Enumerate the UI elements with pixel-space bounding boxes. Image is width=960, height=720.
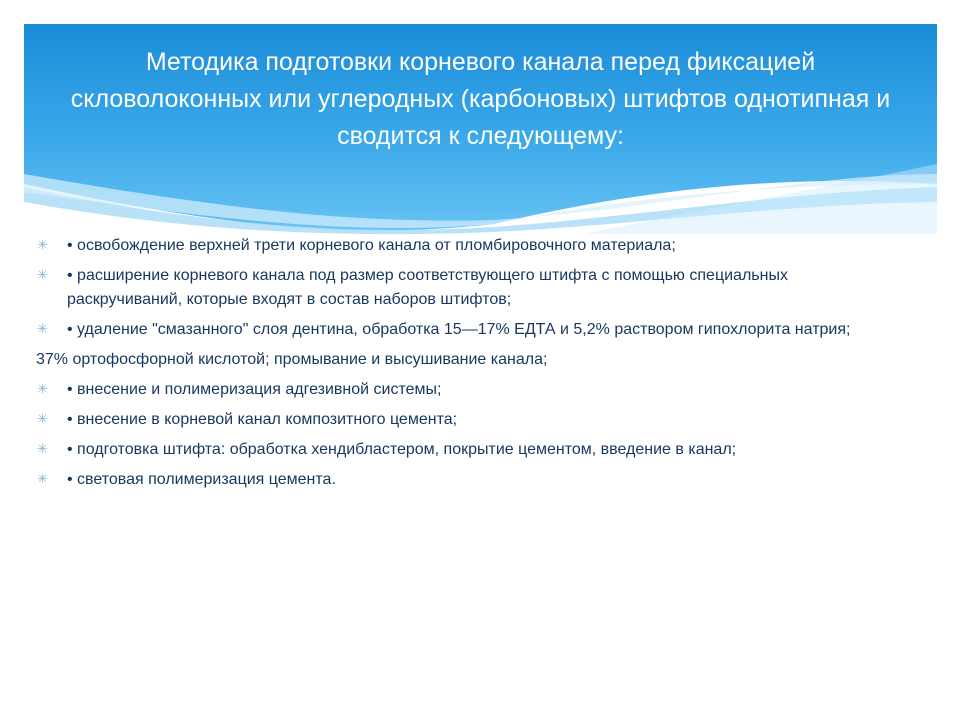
list-item <box>36 348 896 372</box>
list-item <box>36 234 896 258</box>
list-item-text: • световая полимеризация цемента. <box>67 471 336 488</box>
bullet-list <box>36 234 896 498</box>
title-banner <box>24 24 937 235</box>
list-item <box>36 318 896 342</box>
star-bullet-icon: ✳ <box>37 267 48 282</box>
list-item <box>36 378 896 402</box>
star-bullet-icon: ✳ <box>37 471 48 486</box>
list-item <box>36 438 896 462</box>
list-item-text: • освобождение верхней трети корневого канала от пломбировочного материала; <box>67 237 676 254</box>
star-bullet-icon: ✳ <box>37 411 48 426</box>
list-item <box>36 264 896 312</box>
list-item <box>36 408 896 432</box>
list-item <box>36 468 896 492</box>
list-item-text: • удаление "смазанного" слоя дентина, обработка 15—17% ЕДТА и 5,2% раствором гипохлорита натрия; <box>67 321 851 338</box>
star-bullet-icon: ✳ <box>37 321 48 336</box>
list-item-text: • внесение и полимеризация адгезивной системы; <box>67 381 442 398</box>
list-item-text: • расширение корневого канала под размер соответствующего штифта с помощью специальных раскручиваний, которые входят в состав наборов штифтов; <box>67 267 788 308</box>
list-item-text: • подготовка штифта: обработка хендибластером, покрытие цементом, введение в канал; <box>67 441 737 458</box>
list-item-text: 37% ортофосфорной кислотой; промывание и высушивание канала; <box>36 351 548 368</box>
star-bullet-icon: ✳ <box>37 237 48 252</box>
star-bullet-icon: ✳ <box>37 441 48 456</box>
slide-title: Методика подготовки корневого канала перед фиксацией скловолоконных или углеродных (карбоновых) штифтов однотипная и сводится к следующему: <box>70 47 891 150</box>
star-bullet-icon: ✳ <box>37 381 48 396</box>
list-item-text: • внесение в корневой канал композитного цемента; <box>67 411 458 428</box>
